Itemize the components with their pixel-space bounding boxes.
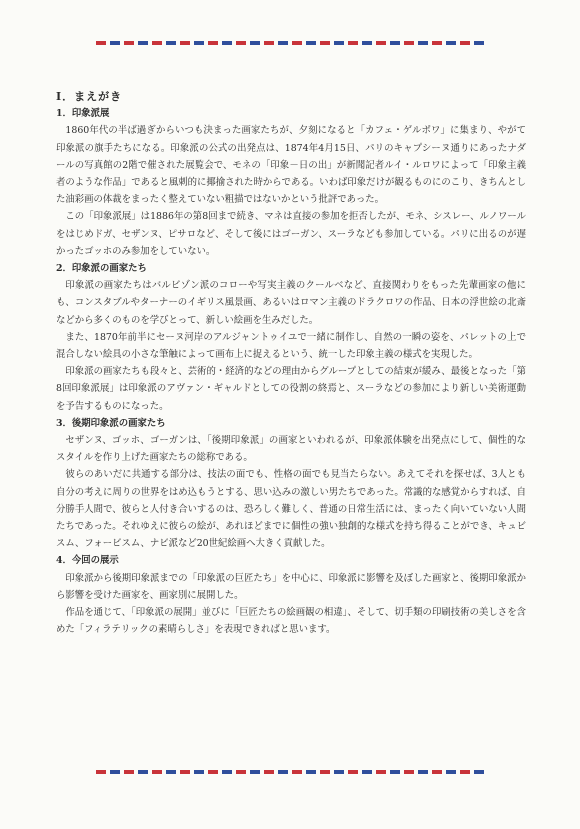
section-this-exhibit [56, 552, 526, 638]
paragraph: また、1870年前半にセーヌ河岸のアルジャントゥイユで一緒に制作し、自然の一瞬の姿を、パレットの上で混合しない絵具の小さな筆触によって画布上に捉えるという、統一した印象主義の様式を実現した。 [56, 331, 526, 361]
paragraph: セザンヌ、ゴッホ、ゴーガンは、「後期印象派」の画家といわれるが、印象派体験を出発点にして、個性的なスタイルを作り上げた画家たちの総称である。 [56, 435, 526, 464]
paragraph: 彼らのあいだに共通する部分は、技法の面でも、性格の面でも見当たらない。あえてそれを探せば、3人とも自分の考えに周りの世界をはめ込もうとする、思い込みの激しい男たちであった。常識的な感覚からすれば、自分勝手人間で、彼らと人付き合いするのは、恐ろしく難しく、普通の日常生活には、まったく向いていない人間たちであった。それゆえに彼らの絵が、あれほどまでに個性の強い独創的な様式を持ち得ることができ、キュビスム、フォービスム、ナビ派など20世紀絵画へ大きく貢献した。 [56, 469, 526, 550]
airmail-border-top [96, 41, 484, 45]
section-title: 2．印象派の画家たち [56, 263, 147, 275]
section-impressionist-painters [56, 260, 526, 415]
paragraph: 印象派から後期印象派までの「印象派の巨匠たち」を中心に、印象派に影響を及ぼした画家と、後期印象派から影響を受けた画家を、画家別に展開した。 [56, 572, 526, 601]
paragraph: 作品を通じて、「印象派の展開」並びに「巨匠たちの絵画観の相違」、そして、切手類の印刷技術の美しさを含めた「フィラテリックの素晴らしさ」を表現できればと思います。 [56, 607, 526, 636]
section-impressionist-exhibition [56, 105, 526, 260]
document-body [56, 88, 526, 639]
section-post-impressionist-painters [56, 415, 526, 553]
paragraph: この「印象派展」は1886年の第8回まで続き、マネは直接の参加を拒否したが、モネ、シスレー、ルノワールをはじめドガ、セザンヌ、ピサロなど、そして後にはゴーガン、スーラなども参加している。パリに出るのが遅かったゴッホのみ参加をしていない。 [56, 211, 526, 257]
paragraph: 印象派の画家たちはバルビゾン派のコローや写実主義のクールベなど、直接関わりをもった先輩画家の他にも、コンスタブルやターナーのイギリス風景画、あるいはロマン主義のドラクロワの作品、日本の浮世絵の北斎などから多くのものを学びとって、新しい絵画を生みだした。 [56, 280, 526, 326]
section-title: 1．印象派展 [56, 108, 110, 120]
section-title: 3．後期印象派の画家たち [56, 417, 166, 429]
paragraph: 1860年代の半ば過ぎからいつも決まった画家たちが、夕刻になると「カフェ・ゲルボワ」に集まり、やがて印象派の旗手たちになる。印象派の公式の出発点は、1874年4月15日、パリのキャプシーヌ通りにあったナダールの写真館の2階で催された展覧会で、モネの「印象－日の出」が新聞記者ルイ・ルロワによって「印象主義者のような作品」であると風刺的に揶揄された時からである。いわば印象だけが観るものにのこり、きちんとした油彩画の体裁をまったく整えていない粗描ではないかという批評であった。 [56, 125, 526, 206]
paragraph: 印象派の画家たちも段々と、芸術的・経済的などの理由からグループとしての結束が緩み、最後となった「第8回印象派展」は印象派のアヴァン・ギャルドとしての役割の終焉と、スーラなどの参加により新しい美術運動を予告するものになった。 [56, 366, 526, 412]
page-heading: Ⅰ．まえがき [56, 90, 123, 103]
section-title: 4．今回の展示 [56, 555, 119, 567]
airmail-border-bottom [96, 770, 484, 774]
